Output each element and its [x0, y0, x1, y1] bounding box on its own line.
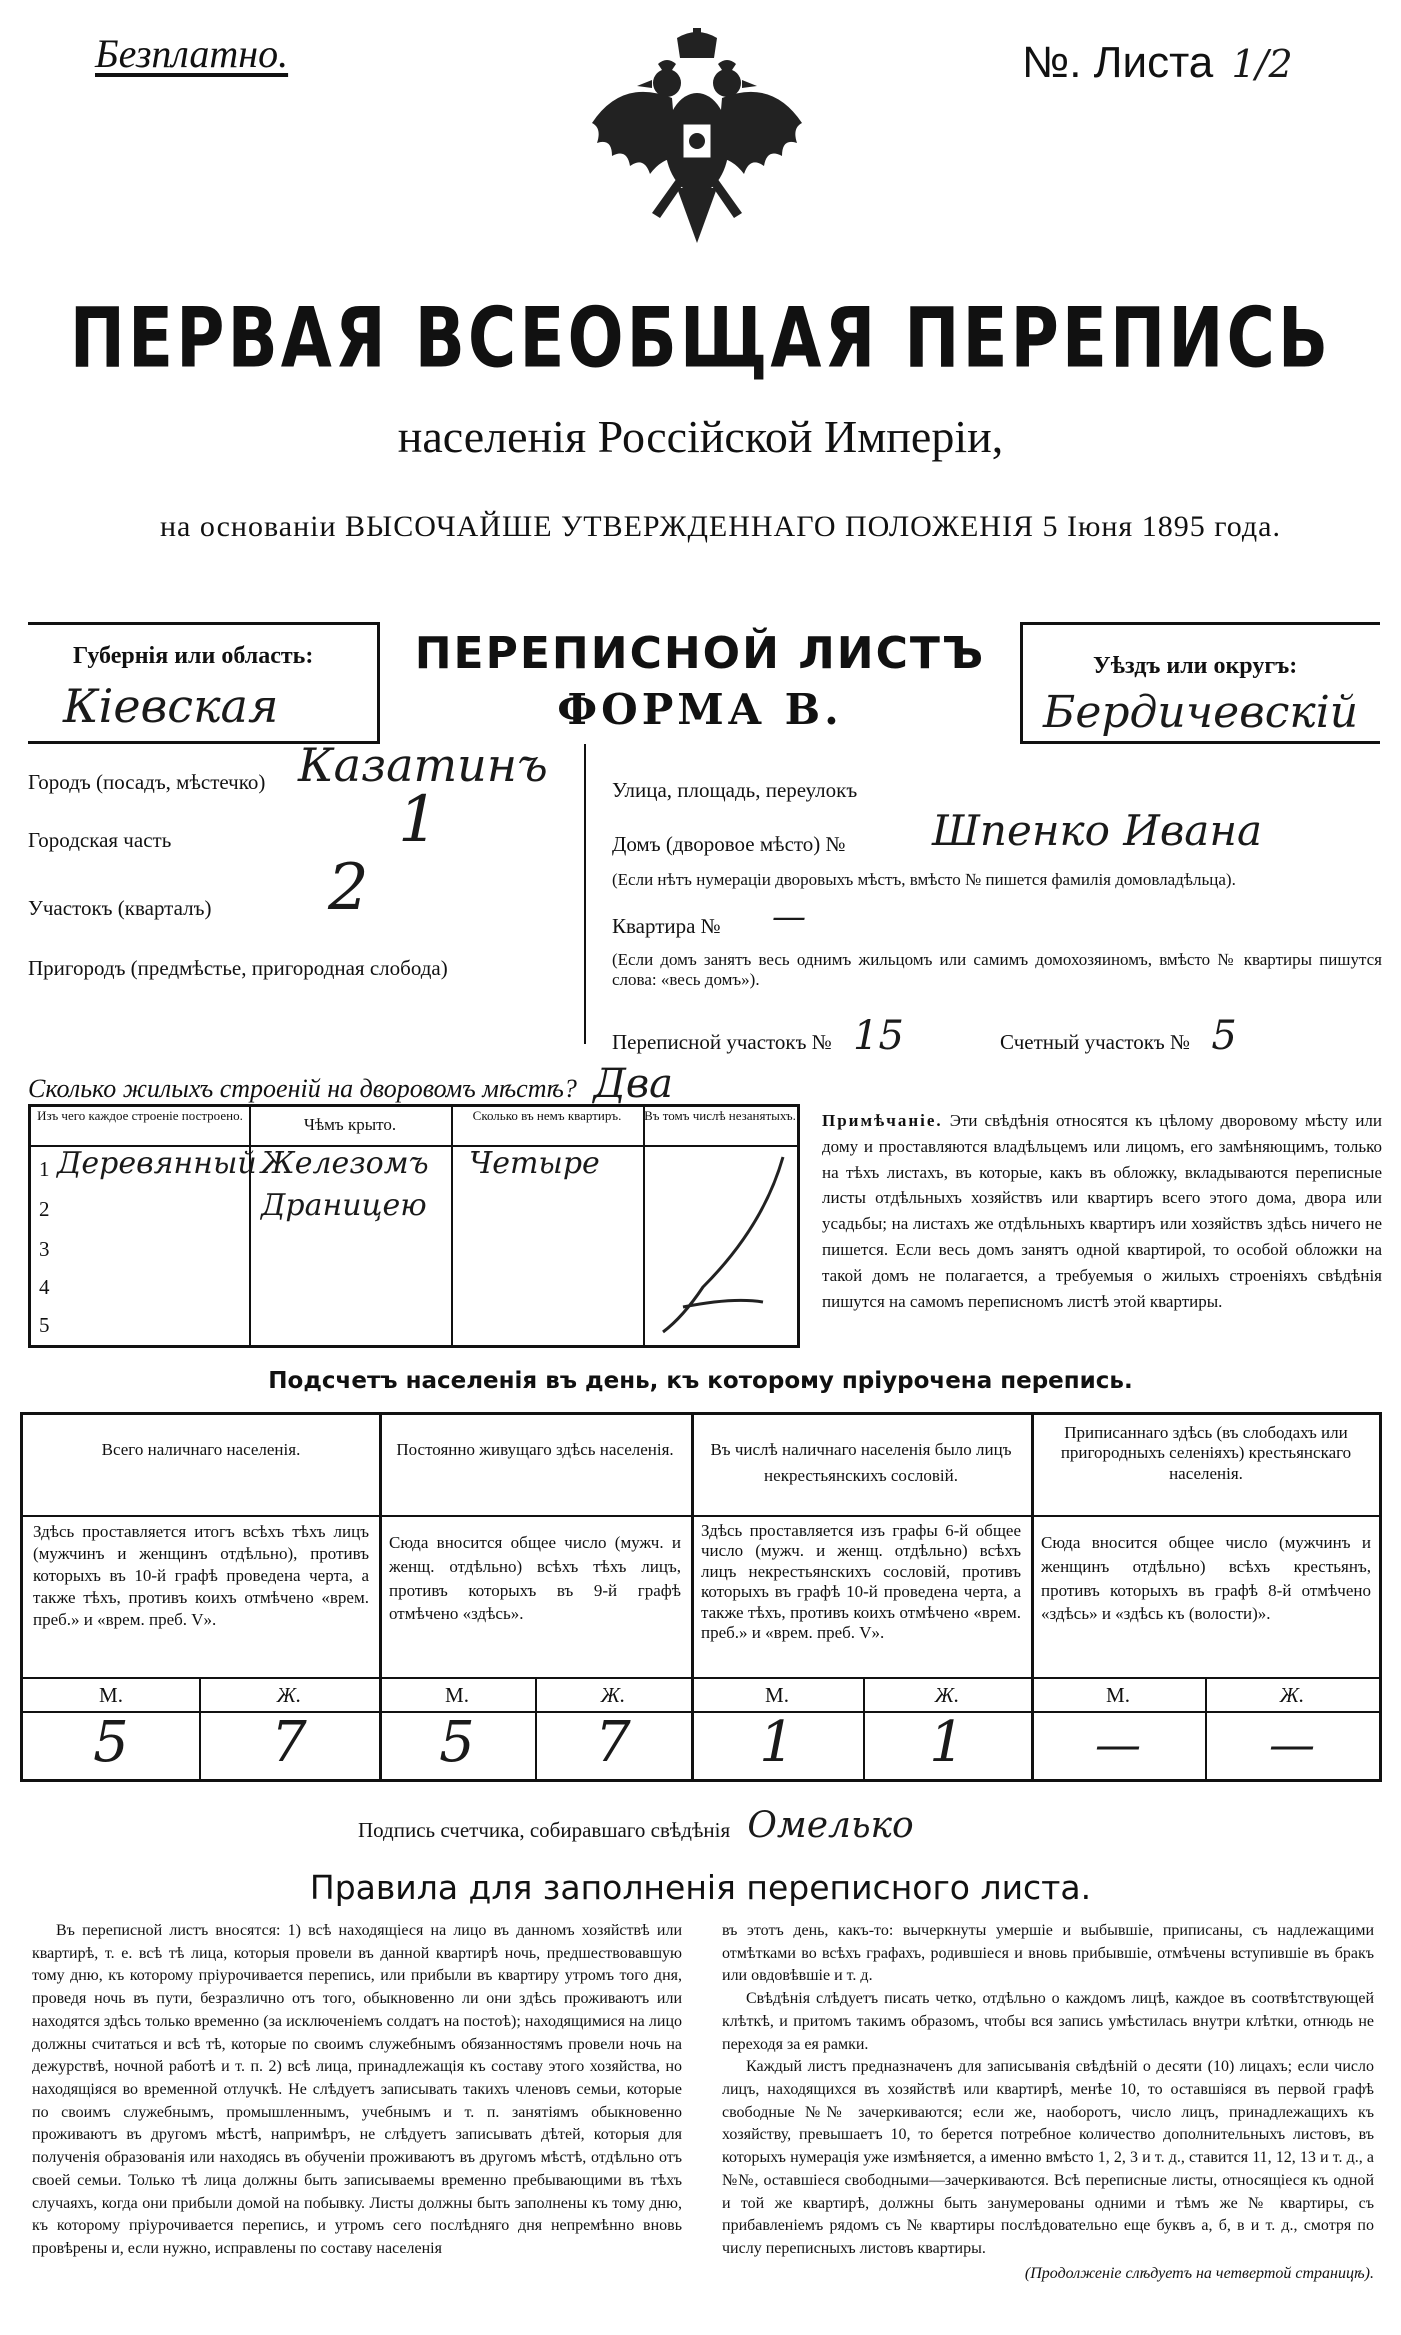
province-box	[28, 622, 380, 744]
quarter-value: 2	[328, 851, 369, 925]
bt-row-num: 3	[39, 1237, 50, 1261]
pop-col1-m-value: 5	[93, 1710, 129, 1775]
house-note: (Если нѣтъ нумераціи дворовыхъ мѣстъ, вмѣсто № пишется фамилія домовладѣльца).	[612, 870, 1236, 889]
bt-head-material: Изъ чего каждое строеніе построено.	[37, 1108, 243, 1123]
pop-col1-m-label: М.	[99, 1683, 123, 1707]
note-text: Эти свѣдѣнія относятся къ цѣлому дворовому мѣсту или дому и проставляются владѣльцемъ или лицомъ, его замѣняющимъ, только на тѣхъ листахъ, въ которые, какъ въ обложку, вкладываются переписные листы отдѣльныхъ хозяйствъ или квартиръ всего этого дома, двора или усадьбы; на листахъ же отдѣльныхъ квартиръ или хозяйствъ здѣсь ничего не пишется. Если весь домъ занятъ одной квартирой, то особой обложки на такой домъ не полагается, а требуемыя о жилыхъ строеніяхъ свѣдѣнія пишутся на самомъ переписномъ листѣ этой квартиры.	[822, 1111, 1382, 1311]
count-district-label: Счетный участокъ №	[1000, 1030, 1191, 1054]
sheet-label: №. Листа	[1022, 38, 1214, 87]
city-part-label: Городская часть	[28, 828, 172, 852]
pop-col3-f-label: Ж.	[934, 1683, 960, 1707]
bt-head-roof: Чѣмъ крыто.	[303, 1115, 397, 1134]
table-row	[39, 1275, 50, 1300]
flat-field	[612, 897, 806, 939]
pop-col1-f-value: 7	[271, 1710, 307, 1775]
buildings-table	[28, 1104, 800, 1348]
street-field	[612, 778, 857, 803]
rules-title: Правила для заполненія переписного листа.	[309, 1868, 1092, 1907]
form-title-box	[380, 622, 1020, 744]
suburb-field	[28, 956, 448, 981]
rules-left-column: Въ переписной листъ вносятся: 1) всѣ находящіеся на лицо въ данномъ хозяйствѣ или квартирѣ, т. е. всѣ тѣ лица, которыя провели въ данной квартирѣ ночь, предшествовавшую тому дню, къ которому пріурочивается перепись, или прибыли въ квартиру утромъ того дня, проведя ночь въ пути, безразлично отъ того, обыкновенно ли они здѣсь проживаютъ или находятся здѣсь только временно (за исключеніемъ солдатъ на постоѣ); находящимися на лицо должны считаться и всѣ тѣ, которые по своимъ служебнымъ обязанностямъ провели ночь на дежурствѣ, ночной работѣ и т. п. 2) всѣ лица, принадлежащія къ составу этого хозяйства, но находящіяся во временной отлучкѣ. Не слѣдуетъ записывать такихъ членовъ семьи, которые по своимъ служебнымъ, промышленнымъ, учебнымъ и т. п. занятіямъ обыкновенно проживаютъ въ другомъ мѣстѣ, напримѣръ, не слѣдуетъ записывать дѣтей, которыя для полученія образованія или находясь въ обученіи проживаютъ въ другомъ мѣстѣ, отдѣльно отъ своей семьи. Только тѣ лица должны быть записываемы временно пребывающими въ тѣхъ случаяхъ, когда они прибыли домой на побывку. Листы должны быть заполнены къ тому дню, къ которому пріурочивается перепись, и утромъ сего послѣдняго дня непремѣнно вновь провѣрены и, если нужно, исправлены по составу населенія	[32, 1922, 682, 2258]
census-district-label: Переписной участокъ №	[612, 1030, 832, 1054]
bt-head-vacant: Въ томъ числѣ незанятыхъ.	[644, 1108, 796, 1123]
signature-label: Подпись счетчика, собиравшаго свѣдѣнія	[358, 1818, 731, 1842]
pop-col2-head: Постоянно живущаго здѣсь населенія.	[396, 1440, 674, 1459]
pop-col2-m-value: 5	[439, 1710, 475, 1775]
house-label: Домъ (дворовое мѣсто) №	[612, 832, 846, 856]
pop-col1-desc: Здѣсь проставляется итогъ всѣхъ тѣхъ лицъ (мужчинъ и женщинъ отдѣльно), противъ которыхъ въ 10-й графѣ проведена черта, а также тѣхъ, противъ коихъ отмѣчено «врем. преб.» и «врем. преб. V».	[33, 1522, 369, 1630]
pop-col4-desc: Сюда вносится общее число (мужчинъ и женщинъ отдѣльно) всѣхъ крестьянъ, противъ которыхъ въ графѣ 8-й отмѣчено «здѣсь» и «здѣсь къ (волости)».	[1041, 1533, 1371, 1624]
suburb-label: Пригородъ (предмѣстье, пригородная слобода)	[28, 956, 448, 980]
sheet-number-hw: 1/2	[1231, 42, 1293, 86]
vacant-strike-mark	[643, 1147, 797, 1345]
district-box	[1020, 622, 1380, 744]
basis-line: на основаніи ВЫСОЧАЙШЕ УТВЕРЖДЕННАГО ПОЛОЖЕНІЯ 5 Іюня 1895 года.	[160, 510, 1281, 543]
free-label: Безплатно.	[95, 31, 289, 76]
note-title: Примѣчаніе.	[822, 1111, 943, 1130]
form-subtitle: ФОРМА В.	[557, 685, 843, 734]
quarter-field	[28, 851, 369, 925]
buildings-question	[28, 1061, 673, 1107]
signature-value: Омелько	[747, 1805, 914, 1846]
pop-col3-desc: Здѣсь проставляется изъ графы 6-й общее число (мужч. и женщ. отдѣльно) всѣхъ лицъ некрестьянскихъ сословій, противъ которыхъ въ графѣ 10-й проведена черта, а также тѣхъ, противъ коихъ отмѣчено «врем. преб.» и «врем. преб. V».	[701, 1521, 1021, 1642]
bt-row-roof: Драницею	[261, 1188, 427, 1223]
rules-continued: (Продолженіе слѣдуетъ на четвертой страницѣ).	[1024, 2264, 1374, 2282]
province-label: Губернія или область:	[73, 643, 314, 669]
house-value: Шпенко Ивана	[932, 806, 1263, 855]
pop-col2-f-label: Ж.	[600, 1683, 626, 1707]
province-value: Кіевская	[63, 679, 279, 733]
buildings-question-label: Сколько жилыхъ строеній на дворовомъ мѣстѣ?	[28, 1074, 577, 1103]
bt-head-flats: Сколько въ немъ квартиръ.	[472, 1108, 622, 1123]
form-title: ПЕРЕПИСНОЙ ЛИСТЪ	[414, 628, 986, 679]
enumerator-signature	[358, 1805, 914, 1846]
bt-row-flats: Четыре	[469, 1146, 600, 1181]
page-title: ПЕРВАЯ ВСЕОБЩАЯ ПЕРЕПИСЬ	[69, 290, 1332, 387]
table-row	[39, 1313, 50, 1338]
address-divider	[584, 744, 586, 1044]
pop-col3-head: Въ числѣ наличнаго населенія было лицъ некрестьянскихъ сословій.	[710, 1440, 1012, 1485]
flat-value: —	[772, 897, 806, 937]
sheet-number-label	[1022, 38, 1293, 88]
pop-col4-f-label: Ж.	[1279, 1683, 1305, 1707]
city-part-value: 1	[398, 783, 439, 857]
rules-right-p2: Свѣдѣнія слѣдуетъ писать четко, отдѣльно о каждомъ лицѣ, каждое въ соотвѣтствующей клѣткѣ, и притомъ такимъ образомъ, чтобы вся запись умѣстилась внутри клѣтки, отнюдь не переходя за ея рамки.	[722, 1990, 1374, 2053]
house-field	[612, 806, 1263, 857]
pop-col2-m-label: М.	[445, 1683, 469, 1707]
buildings-question-value: Два	[593, 1061, 673, 1107]
pop-col1-f-label: Ж.	[276, 1683, 302, 1707]
bt-row-num: 5	[39, 1313, 50, 1337]
count-district-value: 5	[1211, 1013, 1237, 1059]
pop-col3-m-value: 1	[759, 1710, 795, 1775]
flat-note: (Если домъ занятъ весь однимъ жильцомъ или самимъ домохозяиномъ, вмѣсто № квартиры пишутся слова: «весь домъ»).	[612, 950, 1382, 990]
street-label: Улица, площадь, переулокъ	[612, 778, 858, 802]
city-field	[28, 738, 548, 795]
bt-row-num: 2	[39, 1197, 50, 1221]
imperial-eagle-emblem	[582, 28, 812, 268]
bt-row-num: 4	[39, 1275, 50, 1299]
pop-col3-m-label: М.	[765, 1683, 789, 1707]
pop-col2-f-value: 7	[595, 1710, 631, 1775]
population-title: Подсчетъ населенія въ день, къ которому пріурочена перепись.	[268, 1368, 1133, 1394]
pop-col2-desc: Сюда вносится общее число (мужч. и женщ. отдѣльно) всѣхъ тѣхъ лицъ, противъ которыхъ въ 9-й графѣ отмѣчено «здѣсь».	[389, 1533, 681, 1624]
bt-row-num: 1	[39, 1157, 50, 1181]
population-table	[20, 1412, 1382, 1782]
bt-row-material: Деревянный	[57, 1146, 257, 1181]
pop-col3-f-value: 1	[929, 1710, 965, 1775]
pop-col1-head: Всего наличнаго населенія.	[101, 1440, 301, 1459]
rules-right-p1: въ этотъ день, какъ-то: вычеркнуты умершіе и выбывшіе, приписаны, съ надлежащими отмѣтками во всѣхъ графахъ, родившіеся и вновь прибывшіе, отмѣчены вступившіе въ бракъ или овдовѣвшіе и т. д.	[722, 1922, 1374, 1985]
pop-col4-head: Приписаннаго здѣсь (въ слободахъ или пригородныхъ селеніяхъ) крестьянскаго населенія.	[1060, 1423, 1352, 1483]
district-value: Бердичевскій	[1043, 687, 1359, 738]
city-part-field	[28, 783, 439, 857]
quarter-label: Участокъ (кварталъ)	[28, 896, 212, 920]
count-district-field	[1000, 1013, 1237, 1059]
census-district-field	[612, 1013, 904, 1059]
note-block	[822, 1108, 1382, 1315]
city-value: Казатинъ	[298, 738, 548, 792]
page-subtitle: населенія Россійской Имперіи,	[397, 411, 1004, 462]
pop-col4-m-value: —	[1095, 1717, 1141, 1771]
city-label: Городъ (посадъ, мѣстечко)	[28, 770, 266, 794]
pop-col4-f-value: —	[1269, 1717, 1315, 1771]
rules-right-p3: Каждый листъ предназначенъ для записыванія свѣдѣній о десяти (10) лицахъ; если число лицъ, находящихся въ хозяйствѣ или квартирѣ, менѣе 10, то оставшіяся въ первой графѣ свободные №№ зачеркиваются; если же, наоборотъ, число лицъ, принадлежащихъ къ хозяйству, превышаетъ 10, то берется потребное количество дополнительныхъ листовъ, въ которыхъ нумерація уже измѣняется, а именно вмѣсто 1, 2, 3 и т. д., ставится 11, 12, 13 и т. д., а №№, оставшіеся свободными—зачеркиваются. Всѣ переписные листы, относящіеся къ одной и той же квартирѣ, должны быть занумерованы одними и тѣмъ же № квартиры, съ прибавленіемъ рядомъ съ № квартиры послѣдовательно еще буквъ а, б, в и т. д., смотря по числу переписныхъ листовъ квартиры.	[722, 2058, 1374, 2258]
district-label: Уѣздъ или округъ:	[1093, 653, 1298, 679]
rules-right-column	[722, 1920, 1374, 2286]
pop-col4-m-label: М.	[1106, 1683, 1130, 1707]
bt-row-roof: Железомъ	[261, 1146, 429, 1181]
census-district-value: 15	[853, 1013, 904, 1059]
flat-label: Квартира №	[612, 914, 721, 938]
table-row	[39, 1237, 50, 1262]
